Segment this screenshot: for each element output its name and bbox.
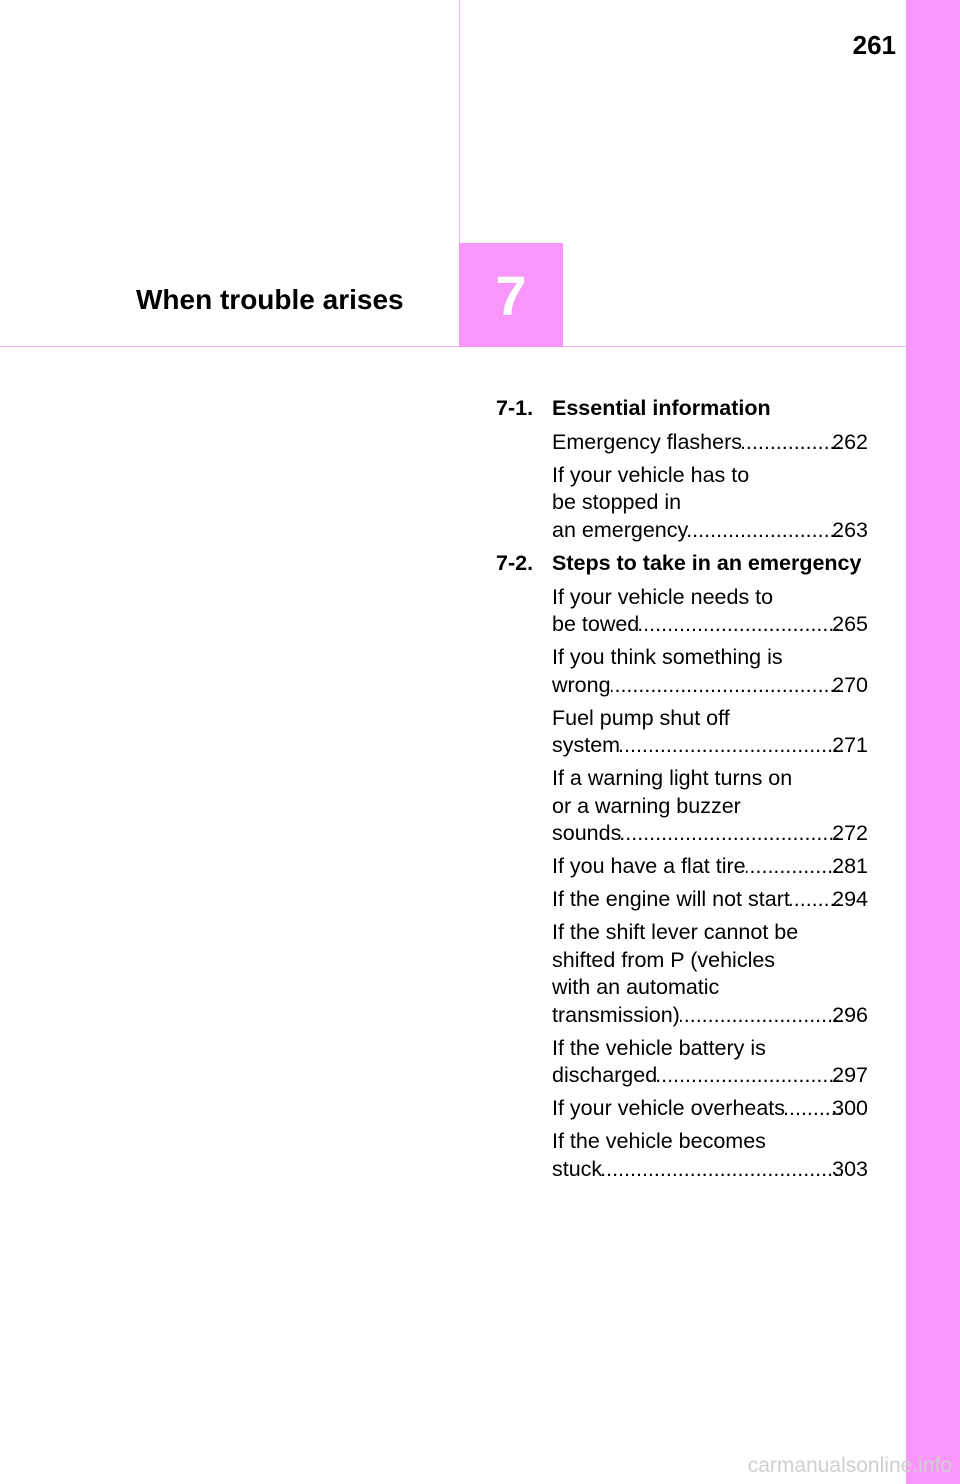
section-heading bbox=[496, 550, 868, 578]
dot-leader bbox=[688, 517, 842, 545]
toc-entry[interactable] bbox=[552, 919, 868, 1029]
toc-entry[interactable] bbox=[552, 1128, 868, 1183]
toc-entry-text: If your vehicle overheats bbox=[552, 1096, 786, 1120]
toc-entry-text: discharged bbox=[552, 1063, 658, 1087]
section-title: Steps to take in an emergency bbox=[552, 551, 862, 575]
toc-entry[interactable] bbox=[552, 705, 868, 760]
toc-entry-text: stuck bbox=[552, 1156, 603, 1181]
chapter-title: When trouble arises bbox=[136, 284, 404, 315]
dot-leader bbox=[639, 611, 842, 639]
toc-entry-page: 272 bbox=[832, 821, 868, 845]
toc-entry[interactable] bbox=[552, 765, 868, 848]
toc-entry-page: 263 bbox=[832, 517, 868, 542]
toc-entry[interactable] bbox=[552, 429, 868, 457]
toc-entry-text: Emergency flashers bbox=[552, 429, 742, 454]
dot-leader bbox=[680, 1002, 842, 1030]
section-number: 7-2. bbox=[496, 551, 534, 575]
toc-entry-text: or a warning buzzer bbox=[552, 793, 741, 818]
toc-entry-page: 303 bbox=[832, 1156, 868, 1181]
section-heading bbox=[496, 395, 868, 423]
dot-leader bbox=[621, 820, 842, 848]
toc-entry-text: If your vehicle needs to bbox=[552, 584, 774, 609]
toc-entry[interactable] bbox=[552, 1035, 868, 1090]
toc-entry-page: 262 bbox=[832, 429, 868, 454]
toc-entry-text: Fuel pump shut off bbox=[552, 705, 730, 730]
toc-entry-text: transmission) bbox=[552, 1002, 680, 1027]
toc-entry-text: wrong bbox=[552, 672, 611, 697]
section-title: Essential information bbox=[552, 396, 771, 420]
toc-entry-text: be towed bbox=[552, 612, 640, 636]
toc-entry-text: If you think something is bbox=[552, 645, 783, 669]
dot-leader bbox=[742, 429, 842, 457]
toc-entry-text: If the vehicle battery is bbox=[552, 1035, 766, 1060]
toc-entry[interactable] bbox=[552, 584, 868, 639]
toc-entry-text: If the vehicle becomes bbox=[552, 1129, 766, 1153]
toc-entry-text: If the engine will not start bbox=[552, 887, 790, 911]
toc-entry-text: with an automatic bbox=[552, 975, 720, 999]
toc-entry-text: If a warning light turns on bbox=[552, 766, 793, 790]
toc-entry-page: 300 bbox=[832, 1096, 868, 1120]
toc-entry[interactable] bbox=[552, 886, 868, 914]
toc-entry-text: system bbox=[552, 733, 621, 757]
dot-leader bbox=[657, 1062, 842, 1090]
toc-entry-page: 265 bbox=[832, 612, 868, 636]
toc-entry-text: If your vehicle has to bbox=[552, 462, 750, 487]
horizontal-divider bbox=[0, 346, 906, 347]
toc-entry-text: be stopped in bbox=[552, 490, 682, 514]
toc-entry-text: an emergency bbox=[552, 517, 689, 542]
toc-entry-text: If you have a flat tire bbox=[552, 854, 746, 878]
page-number: 261 bbox=[852, 30, 896, 60]
dot-leader bbox=[602, 1156, 842, 1184]
toc-entry-text: If the shift lever cannot be bbox=[552, 920, 799, 944]
toc-entry-page: 297 bbox=[832, 1063, 868, 1087]
dot-leader bbox=[746, 853, 843, 881]
toc-entry[interactable] bbox=[552, 1095, 868, 1123]
toc-entry-page: 296 bbox=[832, 1002, 868, 1027]
chapter-number-badge bbox=[459, 243, 563, 347]
chapter-number: 7 bbox=[495, 263, 527, 327]
watermark: carmanualsonline.info bbox=[747, 1454, 952, 1477]
toc-entry-page: 294 bbox=[832, 887, 868, 911]
vertical-divider bbox=[459, 0, 460, 244]
toc-entry-text: shifted from P (vehicles bbox=[552, 947, 776, 972]
toc-entry-page: 270 bbox=[832, 672, 868, 697]
toc-entry-page: 271 bbox=[832, 733, 868, 757]
table-of-contents bbox=[496, 395, 868, 1189]
dot-leader bbox=[620, 732, 842, 760]
toc-entry-page: 281 bbox=[832, 854, 868, 878]
section-number: 7-1. bbox=[496, 396, 534, 420]
chapter-tab-strip bbox=[906, 0, 960, 1484]
toc-entry[interactable] bbox=[552, 853, 868, 881]
toc-entry[interactable] bbox=[552, 462, 868, 545]
toc-entry[interactable] bbox=[552, 644, 868, 699]
toc-entry-text: sounds bbox=[552, 821, 622, 845]
dot-leader bbox=[611, 672, 843, 700]
